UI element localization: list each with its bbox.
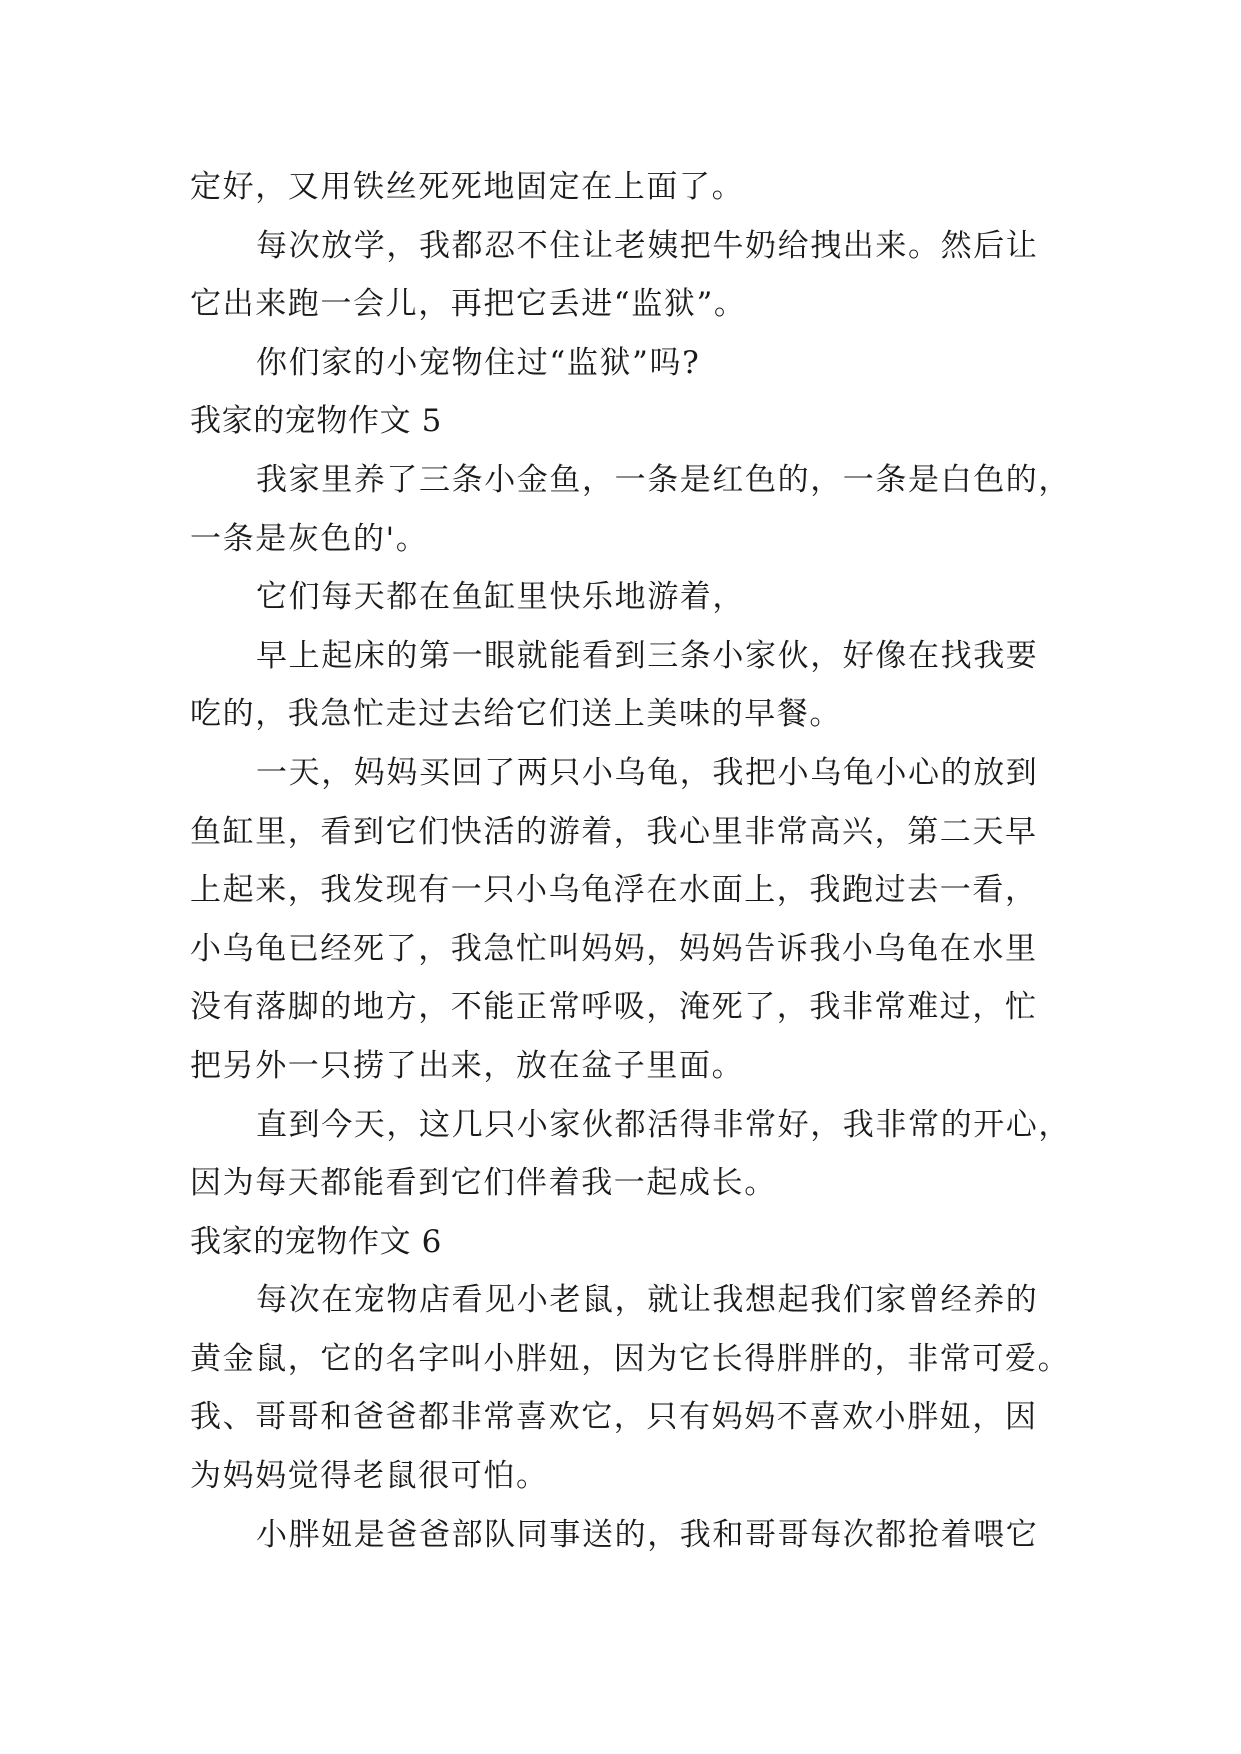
text-line: 吃的，我急忙走过去给它们送上美味的早餐。 (190, 696, 842, 733)
text-line: 早上起床的第一眼就能看到三条小家伙，好像在找我要 (256, 637, 1039, 674)
text-line: 因为每天都能看到它们伴着我一起成长。 (190, 1165, 777, 1202)
text-line: 小乌龟已经死了，我急忙叫妈妈，妈妈告诉我小乌龟在水里 (190, 930, 1038, 967)
text-line: 上起来，我发现有一只小乌龟浮在水面上，我跑过去一看， (190, 872, 1038, 909)
text-line: 小胖妞是爸爸部队同事送的，我和哥哥每次都抢着喂它 (256, 1516, 1039, 1553)
text-line: 我家里养了三条小金鱼，一条是红色的，一条是白色的， (256, 461, 1071, 498)
text-line: 黄金鼠，它的名字叫小胖妞，因为它长得胖胖的，非常可爱。 (190, 1340, 1071, 1377)
text-line: 每次在宠物店看见小老鼠，就让我想起我们家曾经养的 (256, 1282, 1039, 1319)
text-line: 我、哥哥和爸爸都非常喜欢它，只有妈妈不喜欢小胖妞，因 (190, 1399, 1038, 1436)
text-line: 鱼缸里，看到它们快活的游着，我心里非常高兴，第二天早 (190, 813, 1038, 850)
text-line: 把另外一只捞了出来，放在盆子里面。 (190, 1047, 745, 1084)
text-line: 没有落脚的地方，不能正常呼吸，淹死了，我非常难过，忙 (190, 989, 1038, 1026)
text-line: 它出来跑一会儿，再把它丢进“监狱”。 (190, 286, 747, 323)
section-heading: 我家的宠物作文 5 (190, 403, 442, 440)
text-line: 直到今天，这几只小家伙都活得非常好，我非常的开心， (256, 1106, 1071, 1143)
text-line: 你们家的小宠物住过“监狱”吗? (256, 344, 701, 381)
text-line: 为妈妈觉得老鼠很可怕。 (190, 1458, 549, 1495)
text-line: 一天，妈妈买回了两只小乌龟，我把小乌龟小心的放到 (256, 754, 1039, 791)
text-line: 定好，又用铁丝死死地固定在上面了。 (190, 169, 745, 205)
text-line: 每次放学，我都忍不住让老姨把牛奶给拽出来。然后让 (256, 227, 1039, 264)
document-body (190, 158, 1071, 1564)
section-heading: 我家的宠物作文 6 (190, 1223, 442, 1260)
text-line: 它们每天都在鱼缸里快乐地游着， (256, 579, 745, 616)
text-line: 一条是灰色的'。 (190, 520, 429, 557)
